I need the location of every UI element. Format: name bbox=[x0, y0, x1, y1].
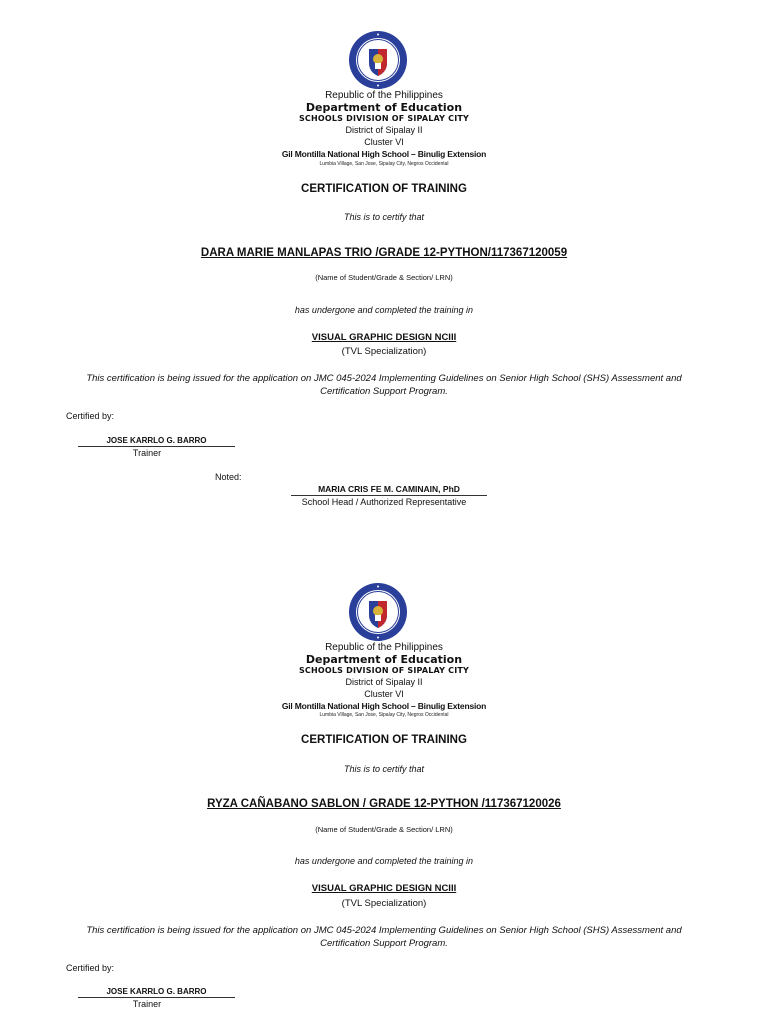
certify-text: This is to certify that bbox=[343, 212, 425, 222]
school-head-role: School Head / Authorized Representative bbox=[301, 497, 467, 507]
school-address: Lumbia Village, San Jose, Sipalay City, Negros Occidental bbox=[319, 161, 449, 167]
course-name: VISUAL GRAPHIC DESIGN NCIII bbox=[311, 883, 457, 894]
issued-statement: This certification is being issued for the application on JMC 045-2024 Implementing Guidelines on Senior High School (SHS) Assessment and Certification Support Program. bbox=[86, 925, 682, 949]
student-name: RYZA CAÑABANO SABLON / GRADE 12-PYTHON /117367120026 bbox=[207, 798, 561, 810]
department-name: Department of Education bbox=[305, 101, 463, 114]
district-name: District of Sipalay II bbox=[345, 677, 423, 687]
certificate-title: CERTIFICATION OF TRAINING bbox=[301, 734, 467, 746]
course-name: VISUAL GRAPHIC DESIGN NCIII bbox=[311, 332, 457, 343]
certified-by-label: Certified by: bbox=[66, 963, 115, 973]
school-name: Gil Montilla National High School – Binulig Extension bbox=[281, 701, 487, 711]
school-address: Lumbia Village, San Jose, Sipalay City, Negros Occidental bbox=[319, 712, 449, 718]
issued-statement: This certification is being issued for the application on JMC 045-2024 Implementing Guidelines on Senior High School (SHS) Assessment and Certification Support Program. bbox=[86, 373, 682, 397]
school-head-name: MARIA CRIS FE M. CAMINAIN, PhD bbox=[291, 484, 487, 496]
trainer-role: Trainer bbox=[132, 448, 162, 458]
certified-by-label: Certified by: bbox=[66, 411, 115, 421]
specialization: (TVL Specialization) bbox=[341, 898, 427, 909]
division-name: SCHOOLS DIVISION OF SIPALAY CITY bbox=[298, 666, 470, 675]
department-name: Department of Education bbox=[305, 653, 463, 666]
deped-seal-icon bbox=[348, 582, 408, 642]
cluster-name: Cluster VI bbox=[364, 689, 404, 699]
republic-line: Republic of the Philippines bbox=[325, 90, 443, 101]
school-name: Gil Montilla National High School – Binulig Extension bbox=[281, 149, 487, 159]
deped-seal-icon bbox=[348, 30, 408, 90]
cluster-name: Cluster VI bbox=[364, 137, 404, 147]
undergone-text: has undergone and completed the training in bbox=[294, 856, 474, 866]
district-name: District of Sipalay II bbox=[345, 125, 423, 135]
noted-label: Noted: bbox=[215, 472, 242, 482]
undergone-text: has undergone and completed the training in bbox=[294, 305, 474, 315]
republic-line: Republic of the Philippines bbox=[325, 642, 443, 653]
trainer-name: JOSE KARRLO G. BARRO bbox=[78, 436, 235, 447]
certify-text: This is to certify that bbox=[343, 764, 425, 774]
specialization: (TVL Specialization) bbox=[341, 346, 427, 357]
student-name: DARA MARIE MANLAPAS TRIO /GRADE 12-PYTHON/117367120059 bbox=[200, 247, 568, 259]
division-name: SCHOOLS DIVISION OF SIPALAY CITY bbox=[298, 114, 470, 123]
student-note: (Name of Student/Grade & Section/ LRN) bbox=[315, 273, 453, 282]
student-note: (Name of Student/Grade & Section/ LRN) bbox=[315, 825, 453, 834]
trainer-name: JOSE KARRLO G. BARRO bbox=[78, 987, 235, 998]
certificate-title: CERTIFICATION OF TRAINING bbox=[301, 183, 467, 195]
trainer-role: Trainer bbox=[132, 999, 162, 1009]
